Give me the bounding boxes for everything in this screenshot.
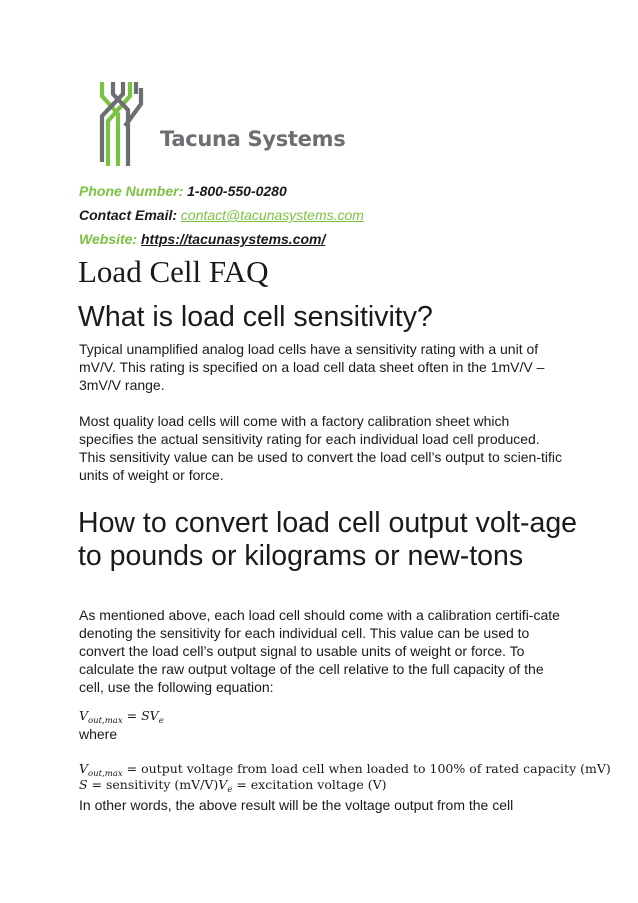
def1-sub: out,max — [88, 769, 123, 779]
email-label: Contact Email: — [79, 207, 178, 223]
def2-var2: V — [218, 777, 228, 792]
def1-text: = output voltage from load cell when loaded to 100% of rated capacity (mV) — [122, 761, 611, 776]
equation-lhs-sub: out,max — [88, 716, 123, 726]
tacuna-logo-icon — [99, 82, 329, 168]
section-heading-convert: How to convert load cell output volt-age to pounds or kilograms or new-tons — [78, 507, 578, 572]
equation-rhs-sub: e — [158, 716, 164, 726]
website-line — [79, 230, 325, 248]
equation-rhs: SV — [141, 708, 159, 723]
def1-var: V — [79, 761, 89, 776]
section-heading-sensitivity: What is load cell sensitivity? — [78, 301, 433, 333]
equation-equals: = — [122, 708, 142, 723]
page-title: Load Cell FAQ — [78, 254, 269, 289]
paragraph-convert-1: As mentioned above, each load cell should come with a calibration certifi-cate denoting the sensitivity for each individual cell. This value can be used to convert the load cell’s output signal to usable units of weight or force. To calculate the raw output voltage of the cell relative to the full capacity of the cell, use the following equation: — [79, 607, 560, 695]
def2-text: = sensitivity (mV/V) — [87, 777, 219, 792]
website-link[interactable]: https://tacunasystems.com/ — [140, 231, 326, 247]
def2-var: S — [79, 777, 88, 792]
phone-line — [79, 182, 287, 200]
email-link[interactable]: contact@tacunasystems.com — [180, 207, 364, 223]
paragraph-sensitivity-1: Typical unamplified analog load cells have a sensitivity rating with a unit of mV/V. This rating is specified on a load cell data sheet often in the 1mV/V – 3mV/V range. — [79, 341, 545, 393]
website-label: Website: — [79, 231, 138, 247]
email-line — [79, 206, 364, 224]
def2-sub2: e — [227, 785, 233, 795]
phone-label: Phone Number: — [79, 183, 184, 199]
paragraph-sensitivity-2: Most quality load cells will come with a factory calibration sheet which specifies the actual sensitivity rating for each individual load cell produced. This sensitivity value can be used to convert the load cell’s output to scien-tific units of weight or force. — [79, 413, 562, 483]
where-label: where — [79, 726, 118, 742]
def2-text2: = excitation voltage (V) — [232, 777, 387, 792]
paragraph-closing: In other words, the above result will be the voltage output from the cell — [79, 797, 514, 813]
brand-name: Tacuna Systems — [160, 127, 346, 151]
equation-lhs: V — [79, 708, 89, 723]
phone-number: 1-800-550-0280 — [187, 183, 287, 199]
